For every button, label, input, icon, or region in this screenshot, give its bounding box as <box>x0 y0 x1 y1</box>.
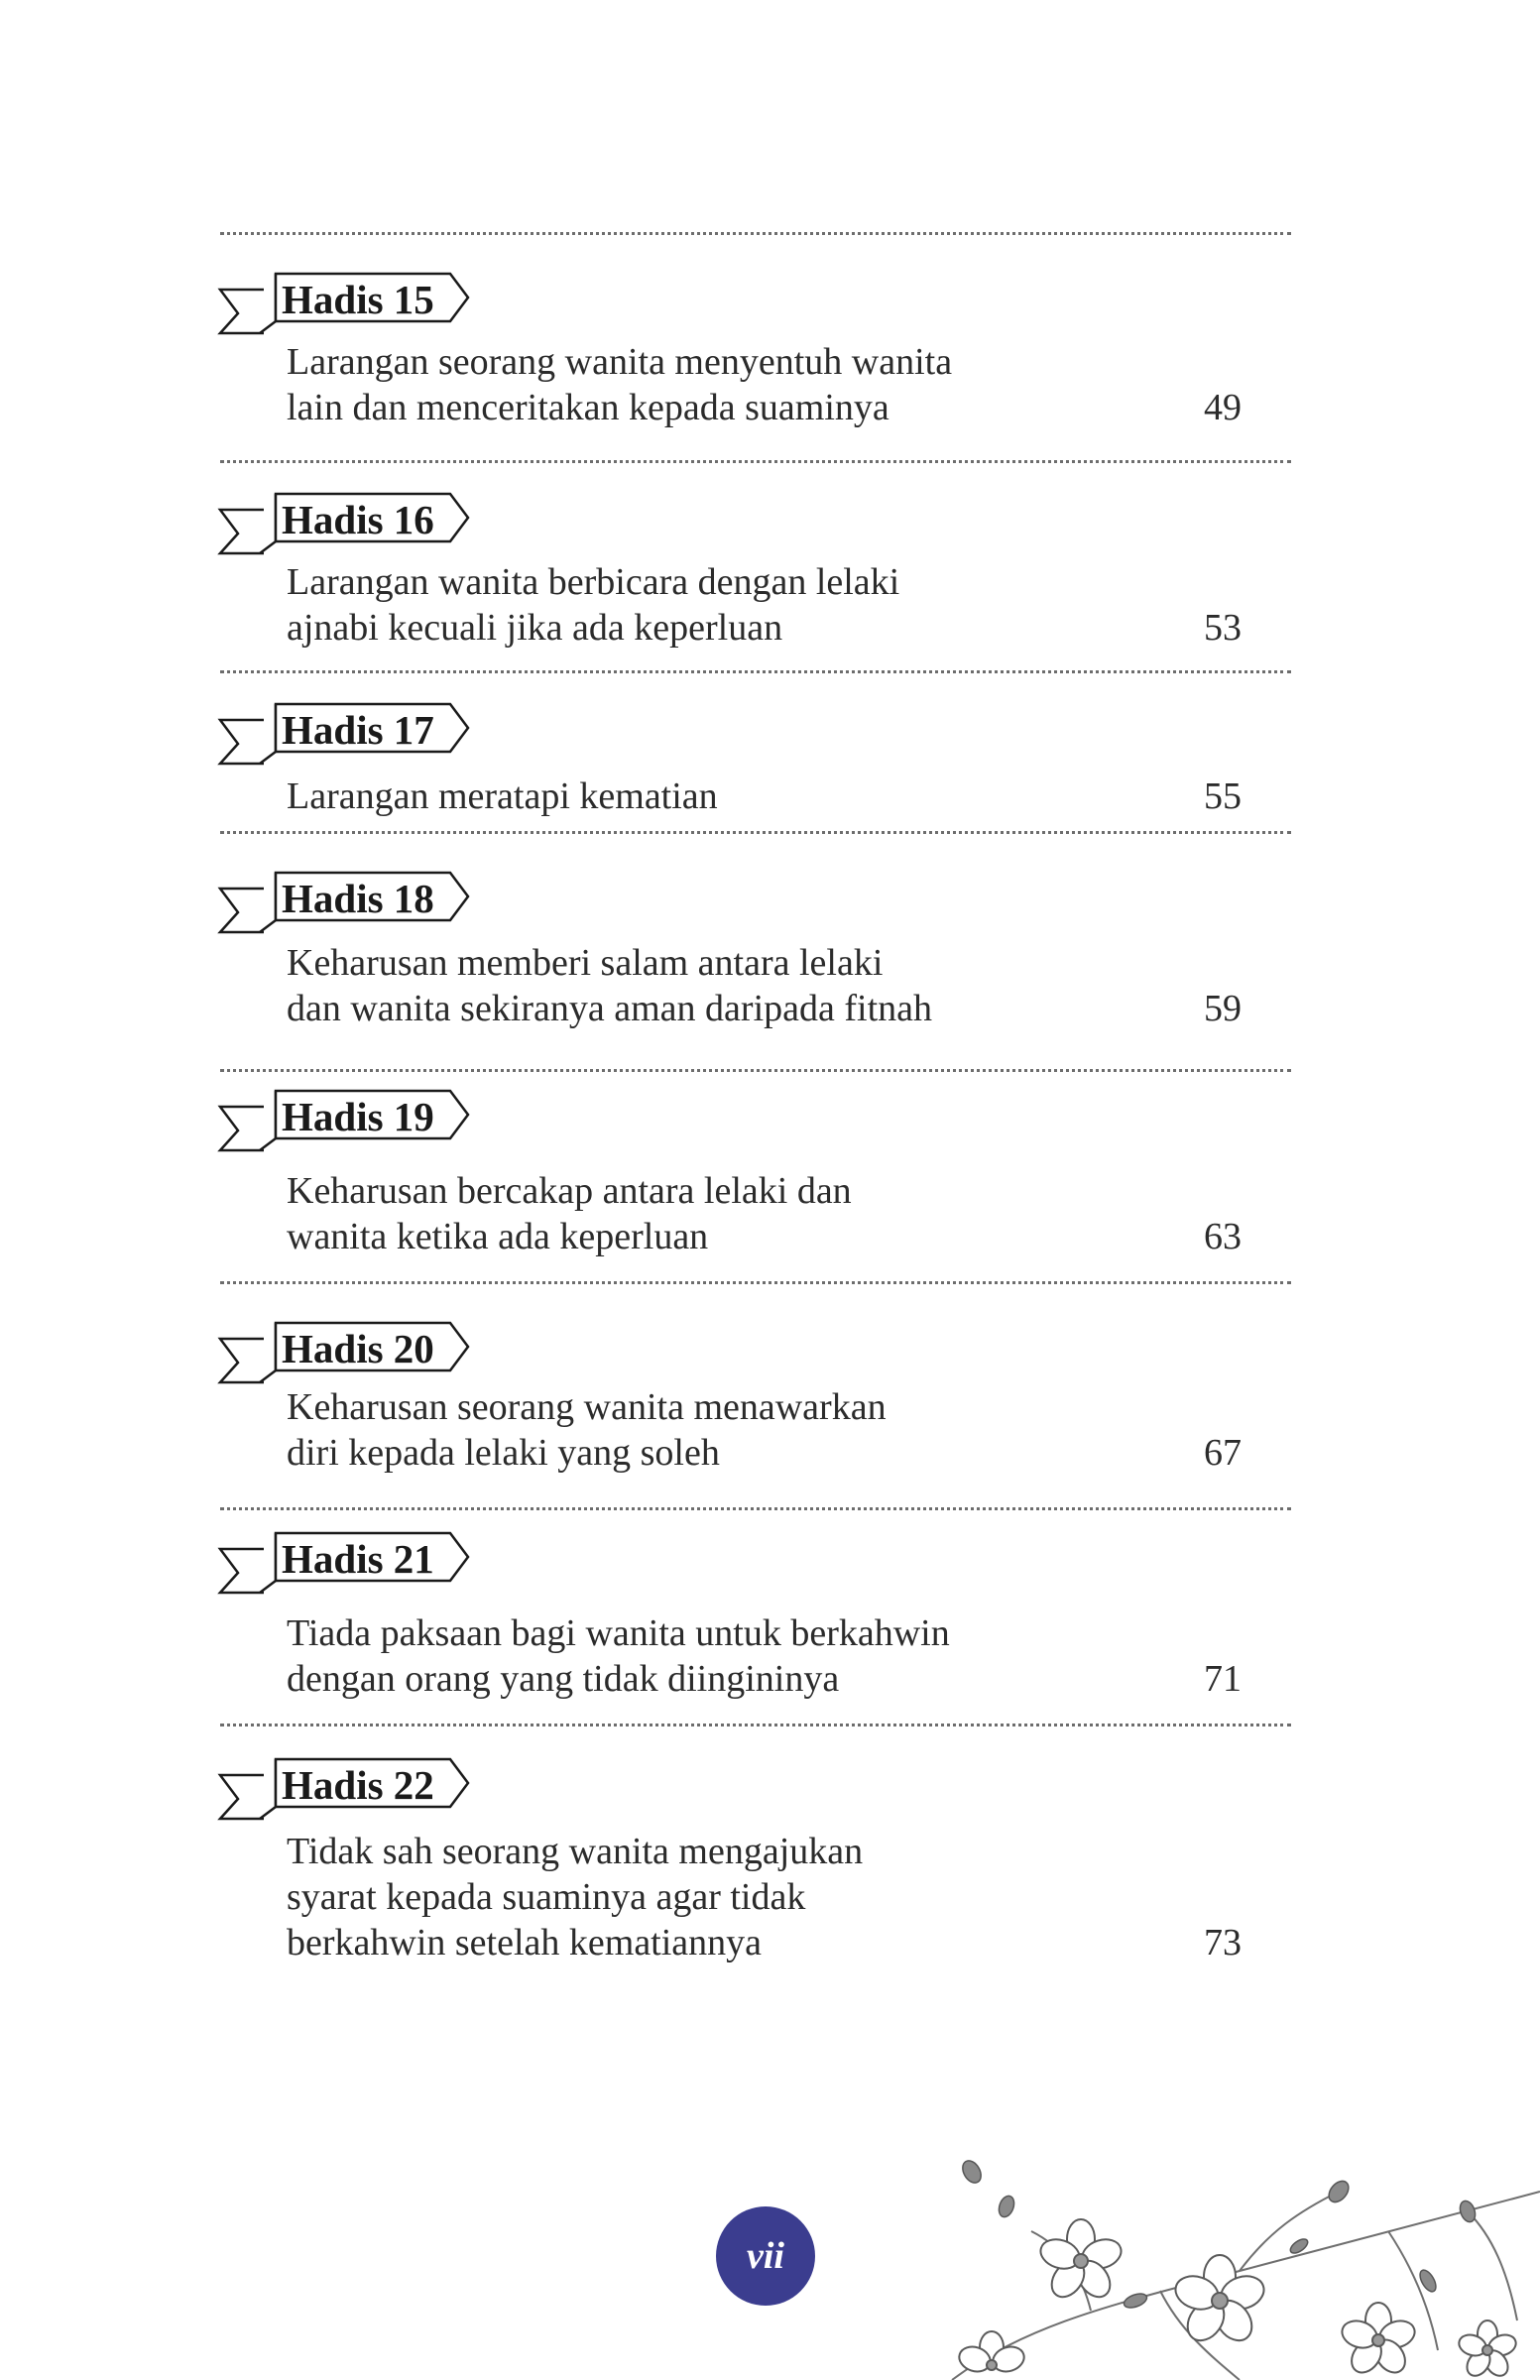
ribbon-label <box>220 1755 478 1819</box>
dotted-divider <box>220 1507 1291 1510</box>
description-line: Tidak sah seorang wanita mengajukan <box>287 1831 864 1872</box>
ribbon-label <box>220 700 478 764</box>
hadis-label: Hadis 22 <box>282 1762 434 1808</box>
dotted-divider <box>220 1724 1291 1726</box>
description-line: Larangan seorang wanita menyentuh wanita <box>287 341 953 383</box>
floral-decoration-icon <box>912 2152 1540 2380</box>
page-number: 59 <box>1204 988 1242 1029</box>
ribbon-label <box>220 1529 478 1593</box>
description-line: Keharusan memberi salam antara lelaki <box>287 942 884 984</box>
entry-description <box>287 1829 1229 1965</box>
ribbon-label <box>220 1319 478 1382</box>
hadis-label: Hadis 21 <box>282 1536 434 1582</box>
page-number: 55 <box>1204 775 1242 817</box>
description-line: wanita ketika ada keperluan <box>287 1216 709 1257</box>
hadis-label: Hadis 20 <box>282 1326 434 1371</box>
description-line: dengan orang yang tidak diingininya <box>287 1658 840 1700</box>
description-line: Larangan wanita berbicara dengan lelaki <box>287 561 900 603</box>
dotted-divider <box>220 1069 1291 1072</box>
description-line: Tiada paksaan bagi wanita untuk berkahwin <box>287 1612 950 1654</box>
description-line: Keharusan bercakap antara lelaki dan <box>287 1170 852 1212</box>
entry-description <box>287 339 1229 430</box>
dotted-divider <box>220 1281 1291 1284</box>
folio-number: vii <box>747 2235 784 2277</box>
hadis-label: Hadis 18 <box>282 876 434 921</box>
page-number: 49 <box>1204 387 1242 428</box>
entry-description <box>287 559 1229 651</box>
dotted-divider <box>220 670 1291 673</box>
hadis-label: Hadis 16 <box>282 497 434 542</box>
ribbon-label <box>220 869 478 932</box>
description-line: dan wanita sekiranya aman daripada fitnah <box>287 988 932 1029</box>
entry-description <box>287 774 1229 819</box>
page-number-badge <box>716 2206 815 2306</box>
dotted-divider <box>220 232 1291 235</box>
page-number: 67 <box>1204 1432 1242 1474</box>
page-number: 73 <box>1204 1922 1242 1964</box>
ribbon-label <box>220 490 478 553</box>
description-line: Larangan meratapi kematian <box>287 775 718 817</box>
entry-description <box>287 940 1229 1031</box>
page-number: 53 <box>1204 607 1242 649</box>
dotted-divider <box>220 460 1291 463</box>
description-line: Keharusan seorang wanita menawarkan <box>287 1386 887 1428</box>
description-line: syarat kepada suaminya agar tidak <box>287 1876 806 1918</box>
description-line: lain dan menceritakan kepada suaminya <box>287 387 889 428</box>
entry-description <box>287 1384 1229 1476</box>
hadis-label: Hadis 17 <box>282 707 434 753</box>
page-number: 71 <box>1204 1658 1242 1700</box>
dotted-divider <box>220 831 1291 834</box>
description-line: berkahwin setelah kematiannya <box>287 1922 763 1964</box>
description-line: ajnabi kecuali jika ada keperluan <box>287 607 783 649</box>
entry-description <box>287 1610 1229 1702</box>
hadis-label: Hadis 19 <box>282 1094 434 1139</box>
description-line: diri kepada lelaki yang soleh <box>287 1432 720 1474</box>
hadis-label: Hadis 15 <box>282 277 434 322</box>
page-number: 63 <box>1204 1216 1242 1257</box>
ribbon-label <box>220 270 478 333</box>
ribbon-label <box>220 1087 478 1150</box>
entry-description <box>287 1168 1229 1259</box>
